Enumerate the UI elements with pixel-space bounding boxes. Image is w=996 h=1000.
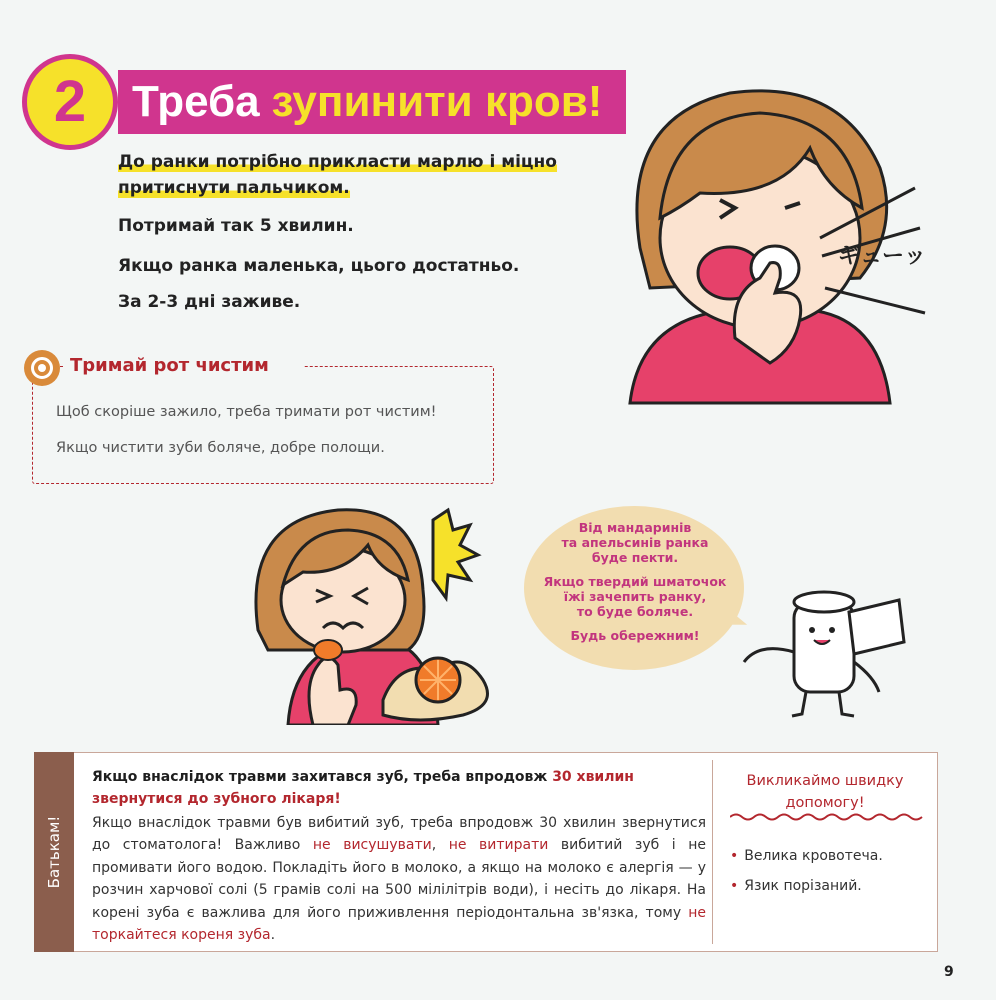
title-yellow-part: зупинити кров — [271, 77, 588, 126]
wavy-divider — [730, 812, 926, 822]
tip-line-1: Щоб скоріше зажило, треба тримати рот чистим! — [56, 404, 437, 420]
target-icon — [24, 350, 60, 386]
instruction-line-4: Якщо ранка маленька, цього достатньо. — [118, 256, 520, 276]
parents-body-text: Якщо внаслідок травми був вибитий зуб, треба впродовж 30 хвилин звернутися до стоматолога! Важливо не висушувати, не витирати вибитий зуб і не промивати його водою. Покладіть його в молоко, а якщо на молоко є алергія — у розчин харчової солі (5 грамів солі на 500 мілілітрів води), і несіть до лікаря. На корені зуба є важлива для його приживлення періодонтальна зв'язка, тому не торкайтеся кореня зуба. — [92, 815, 706, 944]
section-number-badge — [22, 54, 118, 150]
title-exclamation: ! — [587, 77, 603, 126]
bubble-line-1: Від мандаринів — [578, 520, 692, 535]
bubble-line-4: Якщо твердий шматочок — [543, 574, 727, 589]
bubble-line-3: буде пекти. — [591, 550, 679, 565]
girl-in-pain-illustration — [248, 500, 498, 725]
emergency-item-1: • Велика кровотеча. — [730, 848, 883, 864]
gauze-roll-mascot-illustration — [734, 582, 914, 722]
box-divider — [712, 760, 713, 944]
tip-line-2: Якщо чистити зуби боляче, добре полощи. — [56, 440, 385, 456]
section-number: 2 — [53, 69, 87, 134]
instruction-line-5: За 2-3 дні заживе. — [118, 292, 301, 312]
title-white-part: Треба — [132, 77, 260, 126]
bubble-line-2: та апельсинів ранка — [561, 535, 709, 550]
instruction-line-3: Потримай так 5 хвилин. — [118, 216, 354, 236]
instruction-line-1: До ранки потрібно прикласти марлю і міцно — [118, 152, 557, 172]
parents-side-label: Батькам! — [45, 815, 63, 889]
instruction-line-2: притиснути пальчиком. — [118, 178, 350, 198]
page-number: 9 — [944, 964, 954, 980]
parents-headline: Якщо внаслідок травми захитався зуб, треба впродовж 30 хвилин звернутися до зубного лікаря! — [92, 769, 634, 807]
girl-pressing-gauze-illustration — [610, 78, 940, 408]
bubble-line-5: їжі зачепить ранку, — [563, 589, 707, 604]
sound-effect-text: ギューッ — [838, 244, 927, 269]
section-title — [118, 70, 626, 134]
emergency-item-2: • Язик порізаний. — [730, 878, 862, 894]
tip-box — [32, 366, 494, 484]
emergency-title: Викликаймо швидку допомогу! — [746, 773, 904, 811]
bubble-line-6: то буде боляче. — [576, 604, 694, 619]
tip-title: Тримай рот чистим — [70, 355, 269, 376]
bubble-line-7: Будь обережним! — [570, 628, 700, 643]
